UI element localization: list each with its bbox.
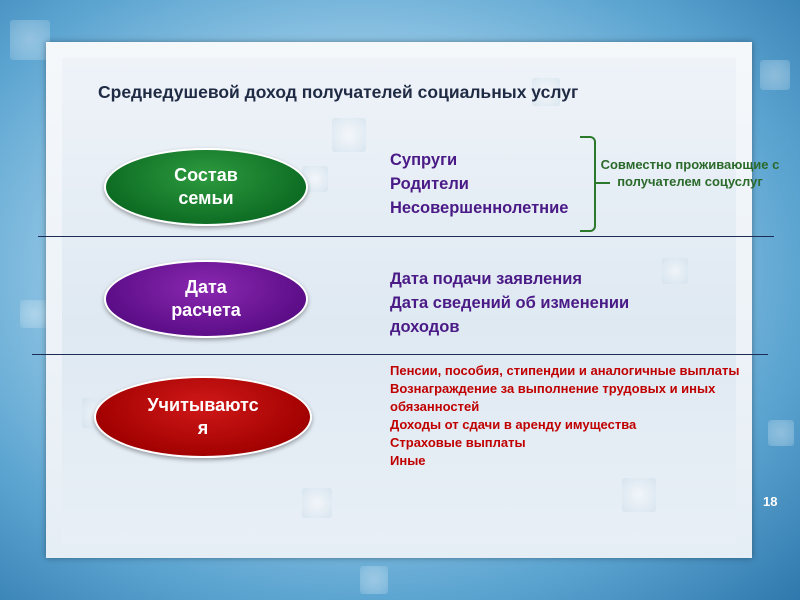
slide-title: Среднедушевой доход получателей социальных услуг bbox=[98, 82, 579, 102]
background-square bbox=[332, 118, 366, 152]
grouping-bracket bbox=[580, 136, 596, 232]
background-square bbox=[622, 478, 656, 512]
list-item-text: Дата сведений об изменении доходов bbox=[390, 294, 630, 336]
list-item-text: Несовершеннолетние bbox=[390, 199, 569, 217]
list-item-text: Дата подачи заявления bbox=[390, 270, 583, 288]
list-item bbox=[364, 267, 694, 291]
list-item bbox=[364, 380, 744, 416]
oval-label-line: Дата bbox=[185, 277, 227, 297]
list-item-text: Доходы от сдачи в аренду имущества bbox=[390, 417, 637, 432]
list-item bbox=[364, 172, 568, 196]
calculation-date-oval bbox=[104, 260, 308, 338]
background-square bbox=[360, 566, 388, 594]
background-square bbox=[20, 300, 48, 328]
family-members-list bbox=[364, 148, 568, 220]
background-square bbox=[302, 488, 332, 518]
oval-label-line: Учитываютс bbox=[147, 395, 259, 415]
section-divider bbox=[38, 236, 774, 237]
family-composition-oval bbox=[104, 148, 308, 226]
counted-income-oval bbox=[94, 376, 312, 458]
background-square bbox=[768, 420, 794, 446]
list-item-text: Страховые выплаты bbox=[390, 435, 526, 450]
list-item bbox=[364, 362, 744, 380]
list-item bbox=[364, 452, 744, 470]
income-types-list bbox=[364, 362, 744, 470]
list-item-text: Пенсии, пособия, стипендии и аналогичные выплаты bbox=[390, 363, 740, 378]
list-item-text: Вознаграждение за выполнение трудовых и иных обязанностей bbox=[390, 381, 716, 414]
list-item-text: Супруги bbox=[390, 151, 458, 169]
oval-label-line: семьи bbox=[178, 188, 234, 208]
page-number: 18 bbox=[763, 494, 778, 509]
cohabiting-note: Совместно проживающие с получателем соцуслуг bbox=[600, 157, 780, 189]
list-item bbox=[364, 291, 694, 339]
background-square bbox=[10, 20, 50, 60]
list-item-text: Иные bbox=[390, 453, 426, 468]
list-item bbox=[364, 416, 744, 434]
section-divider bbox=[32, 354, 768, 355]
oval-label-line: я bbox=[197, 418, 209, 438]
calculation-dates-list bbox=[364, 267, 694, 339]
oval-label-line: расчета bbox=[171, 300, 241, 320]
list-item-text: Родители bbox=[390, 175, 469, 193]
background-square bbox=[760, 60, 790, 90]
list-item bbox=[364, 434, 744, 452]
list-item bbox=[364, 148, 568, 172]
oval-label-line: Состав bbox=[174, 165, 238, 185]
list-item bbox=[364, 196, 568, 220]
